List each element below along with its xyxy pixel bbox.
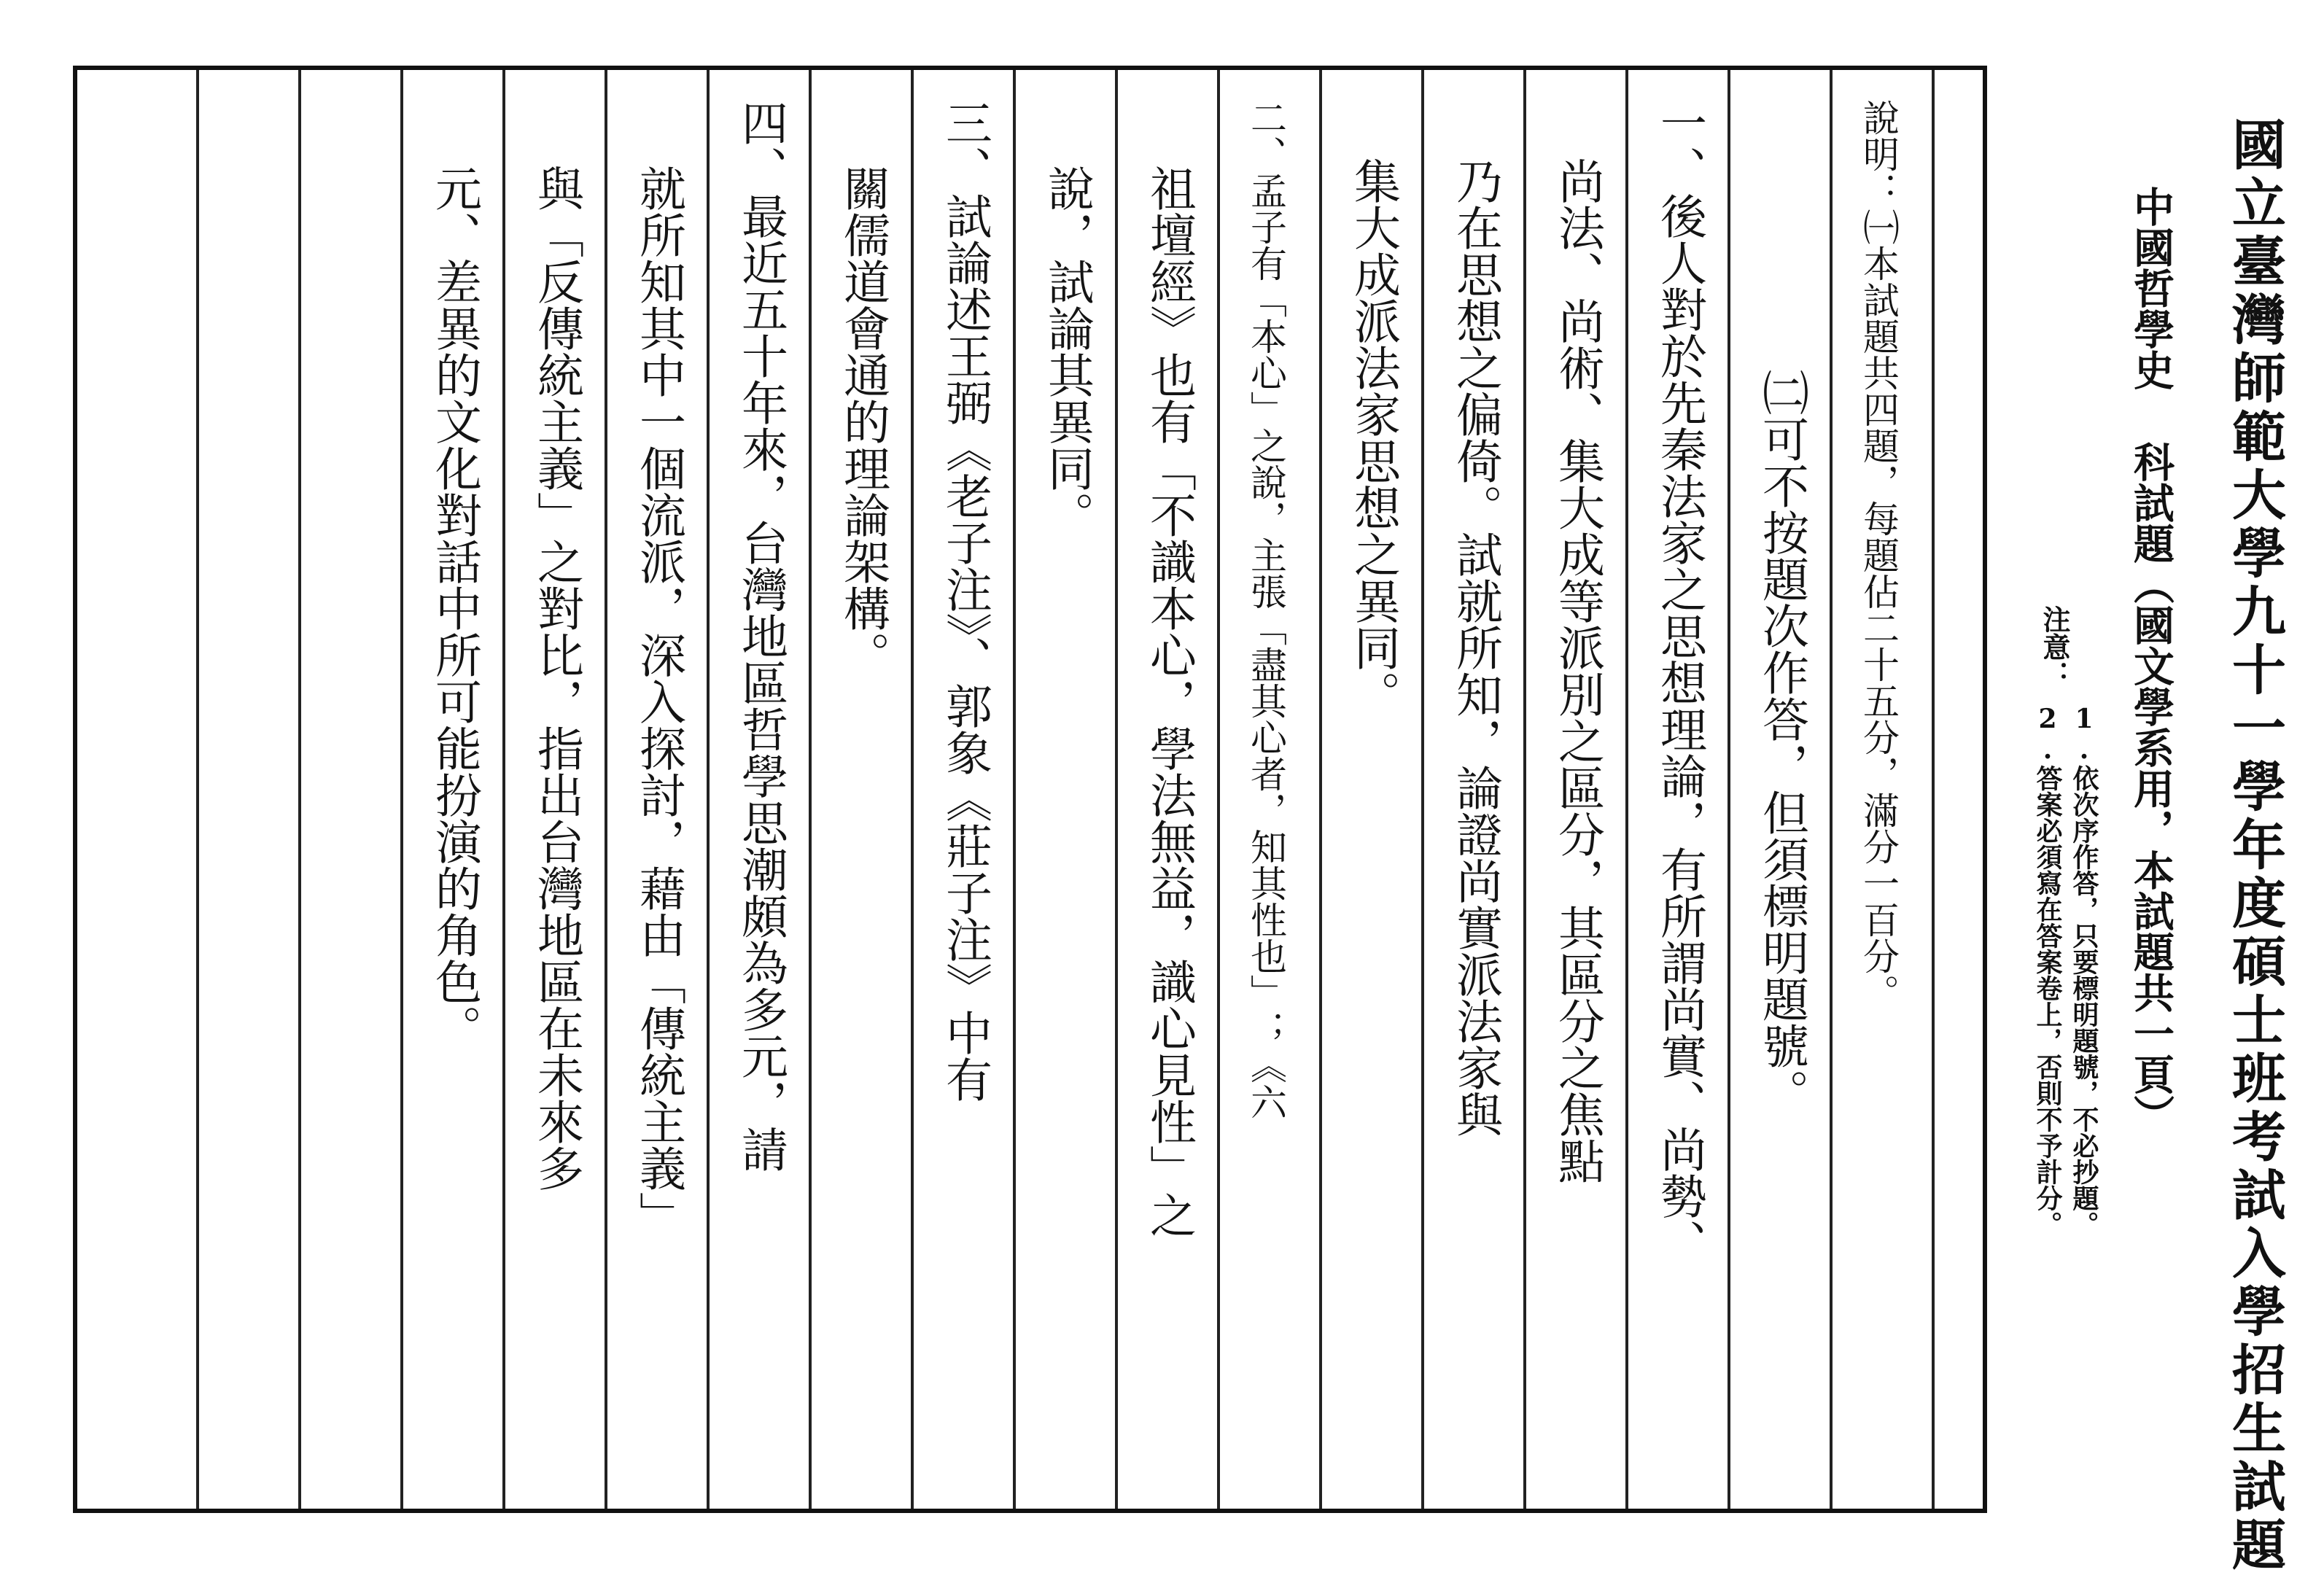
notes-label: 注意： [2038,605,2071,688]
exam-line-7: 二、孟子有「本心」之說，主張「盡其心者，知其性也」；《六 [1245,99,1287,1120]
exam-line-8: 祖壇經》也有「不識本心，學法無益，識心見性」之 [1142,165,1196,1238]
column-rule [707,70,710,1509]
column-rule [1115,70,1118,1509]
column-rule [605,70,607,1509]
column-rule [1625,70,1628,1509]
exam-line-2: ㈡可不按題次作答，但須標明題號。 [1754,369,1808,1116]
exam-line-5: 乃在思想之偏倚。試就所知，論證尚實派法家與 [1448,158,1502,1138]
column-rule [196,70,199,1509]
exam-line-9: 說，試論其異同。 [1040,165,1094,538]
column-rule [400,70,403,1509]
column-rule [502,70,505,1509]
exam-line-4: 尚法、尚術、集大成等派別之區分，其區分之焦點 [1550,158,1604,1184]
column-rule [1013,70,1016,1509]
answer-sheet [73,66,1987,1513]
column-rule [1932,70,1935,1509]
note-item-1: 1.依次序作答，只要標明題號，不必抄題。 [2069,704,2099,1237]
subject-line [2127,186,2175,1135]
subject-name: 中國哲學史 [2127,186,2175,390]
column-rule [1319,70,1322,1509]
exam-line-12: 四、最近五十年來，台灣地區哲學思潮頗為多元，請 [734,99,788,1172]
exam-line-6: 集大成派法家思想之異同。 [1346,158,1400,718]
exam-line-1: 說明：㈠本試題共四題，每題佔二十五分，滿分一百分。 [1857,99,1900,1011]
exam-line-10: 三、試論述王弼《老子注》、郭象《莊子注》中有 [938,99,992,1102]
exam-line-11: 關儒道會通的理論架構。 [836,165,890,678]
exam-line-14: 與「反傳統主義」之對比，指出台灣地區在未來多 [529,165,583,1191]
column-rule [1523,70,1526,1509]
exam-title: 國立臺灣師範大學九十一學年度碩士班考試入學招生試題 [2223,117,2286,1575]
column-rule [1830,70,1833,1509]
column-rule [1421,70,1424,1509]
column-rule [1728,70,1730,1509]
note-item-2: 2.答案必須寫在答案卷上，否則不予計分。 [2032,704,2063,1237]
column-rule [1217,70,1220,1509]
exam-line-13: 就所知其中一個流派，深入探討，藉由「傳統主義」 [631,165,685,1238]
exam-line-3: 一、後人對於先秦法家之思想理論，有所謂尚實、尚勢、 [1652,99,1706,1266]
column-rule [298,70,301,1509]
exam-line-15: 元、差異的文化對話中所可能扮演的角色。 [427,165,481,1051]
column-rule [911,70,914,1509]
subject-suffix: 科試題（國文學系用，本試題共一頁） [2127,441,2175,1135]
column-rule [809,70,812,1509]
